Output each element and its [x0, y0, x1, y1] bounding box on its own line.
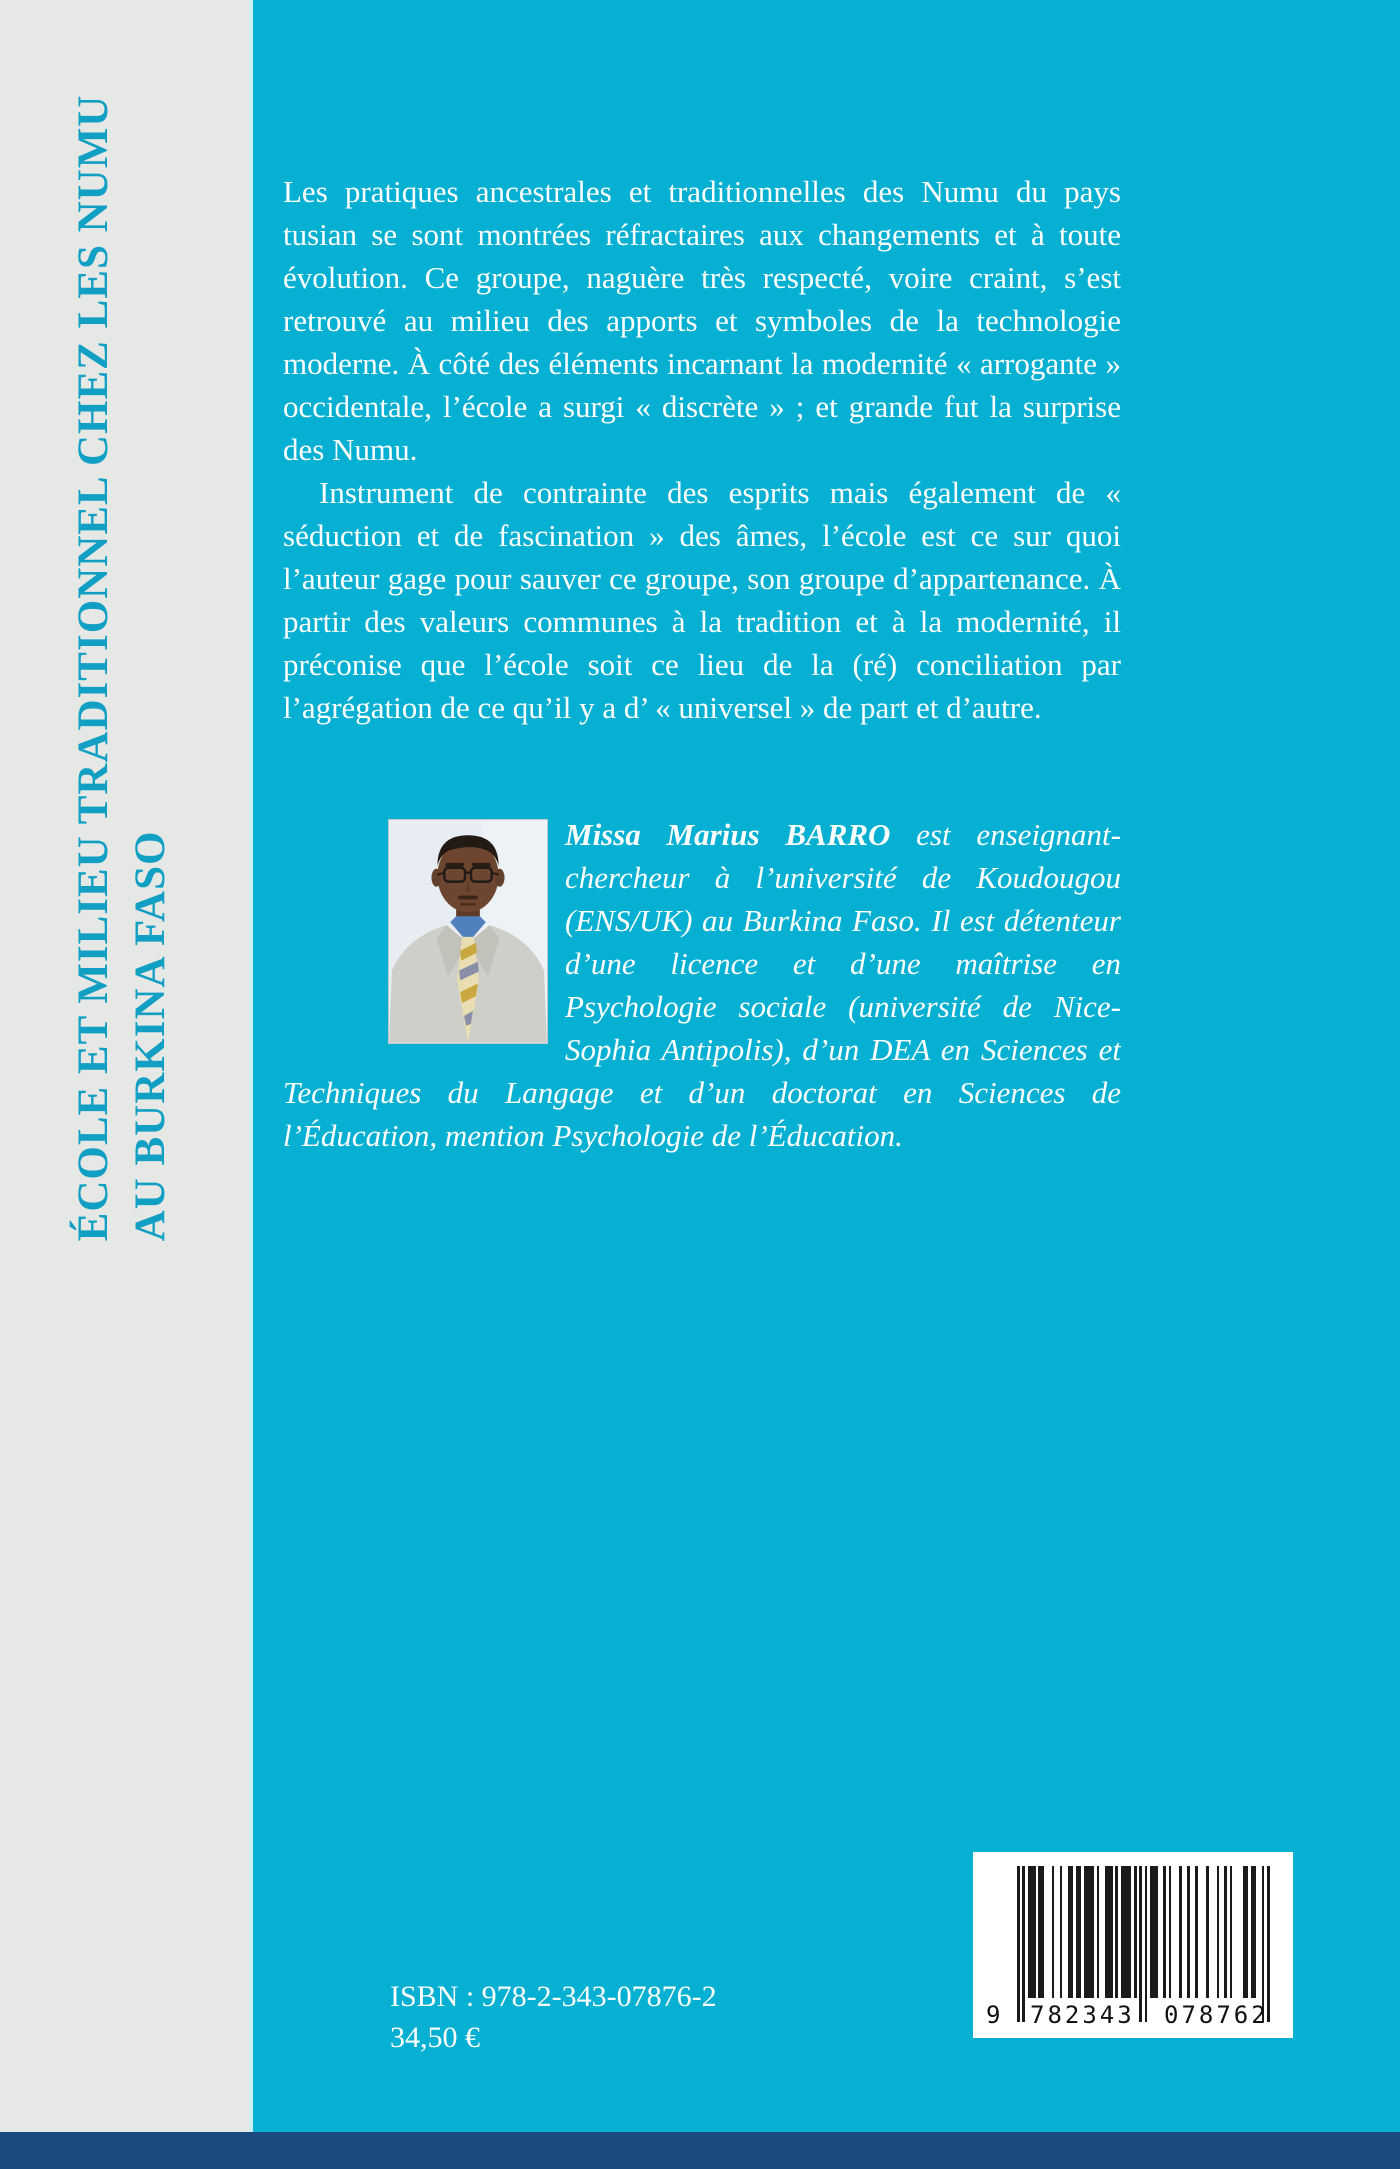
vertical-book-title — [65, 95, 179, 1242]
price: 34,50 € — [390, 2021, 480, 2054]
band-divider — [249, 0, 253, 2169]
barcode-digits-left: 782343 — [1030, 2001, 1135, 2029]
bottom-navy-strip — [0, 2132, 1400, 2169]
ean13-barcode — [973, 1852, 1293, 2038]
barcode-digit-first: 9 — [986, 2001, 1001, 2029]
synopsis-paragraph-1: Les pratiques ancestrales et traditionnelles des Numu du pays tusian se sont montrées réfractaires aux changements et à toute évolution. Ce groupe, naguère très respecté, voire craint, s’est retrouvé au milieu des apports et symboles de la technologie moderne. À côté des éléments incarnant la modernité « arrogante » occidentale, l’école a surgi « discrète » ; et grande fut la surprise des Numu. — [283, 174, 1121, 467]
vertical-book-title-line2: AU BURKINA FASO — [127, 830, 174, 1242]
author-portrait-illustration — [389, 820, 547, 1043]
barcode-digits-right: 078762 — [1164, 2001, 1269, 2029]
vertical-book-title-line1: ÉCOLE ET MILIEU TRADITIONNEL CHEZ LES NUMU — [70, 94, 117, 1242]
author-photo — [388, 819, 548, 1044]
back-cover-text-column — [283, 170, 1121, 1157]
synopsis-paragraph-2: Instrument de contrainte des esprits mais également de « séduction et de fascination » des âmes, l’école est ce sur quoi l’auteur gage pour sauver ce groupe, son groupe d’appartenance. À partir des valeurs communes à la tradition et à la modernité, il préconise que l’école soit ce lieu de la (ré) conciliation par l’agrégation de ce qu’il y a d’ « universel » de part et d’autre. — [283, 475, 1121, 725]
author-bio-text: est enseignant-chercheur à l’université de Koudougou (ENS/UK) au Burkina Faso. Il est détenteur d’une licence et d’une maîtrise en Psychologie sociale (université de Nice-Sophia Antipolis), d’un DEA en Sciences et Techniques du Langage et d’un doctorat en Sciences de l’Éducation, mention Psychologie de l’Éducation. — [283, 817, 1121, 1153]
author-name: Missa Marius BARRO — [565, 817, 891, 852]
author-section — [283, 813, 1121, 1157]
isbn-number: ISBN : 978-2-343-07876-2 — [390, 1980, 717, 2013]
isbn-price-block — [390, 1976, 717, 2058]
